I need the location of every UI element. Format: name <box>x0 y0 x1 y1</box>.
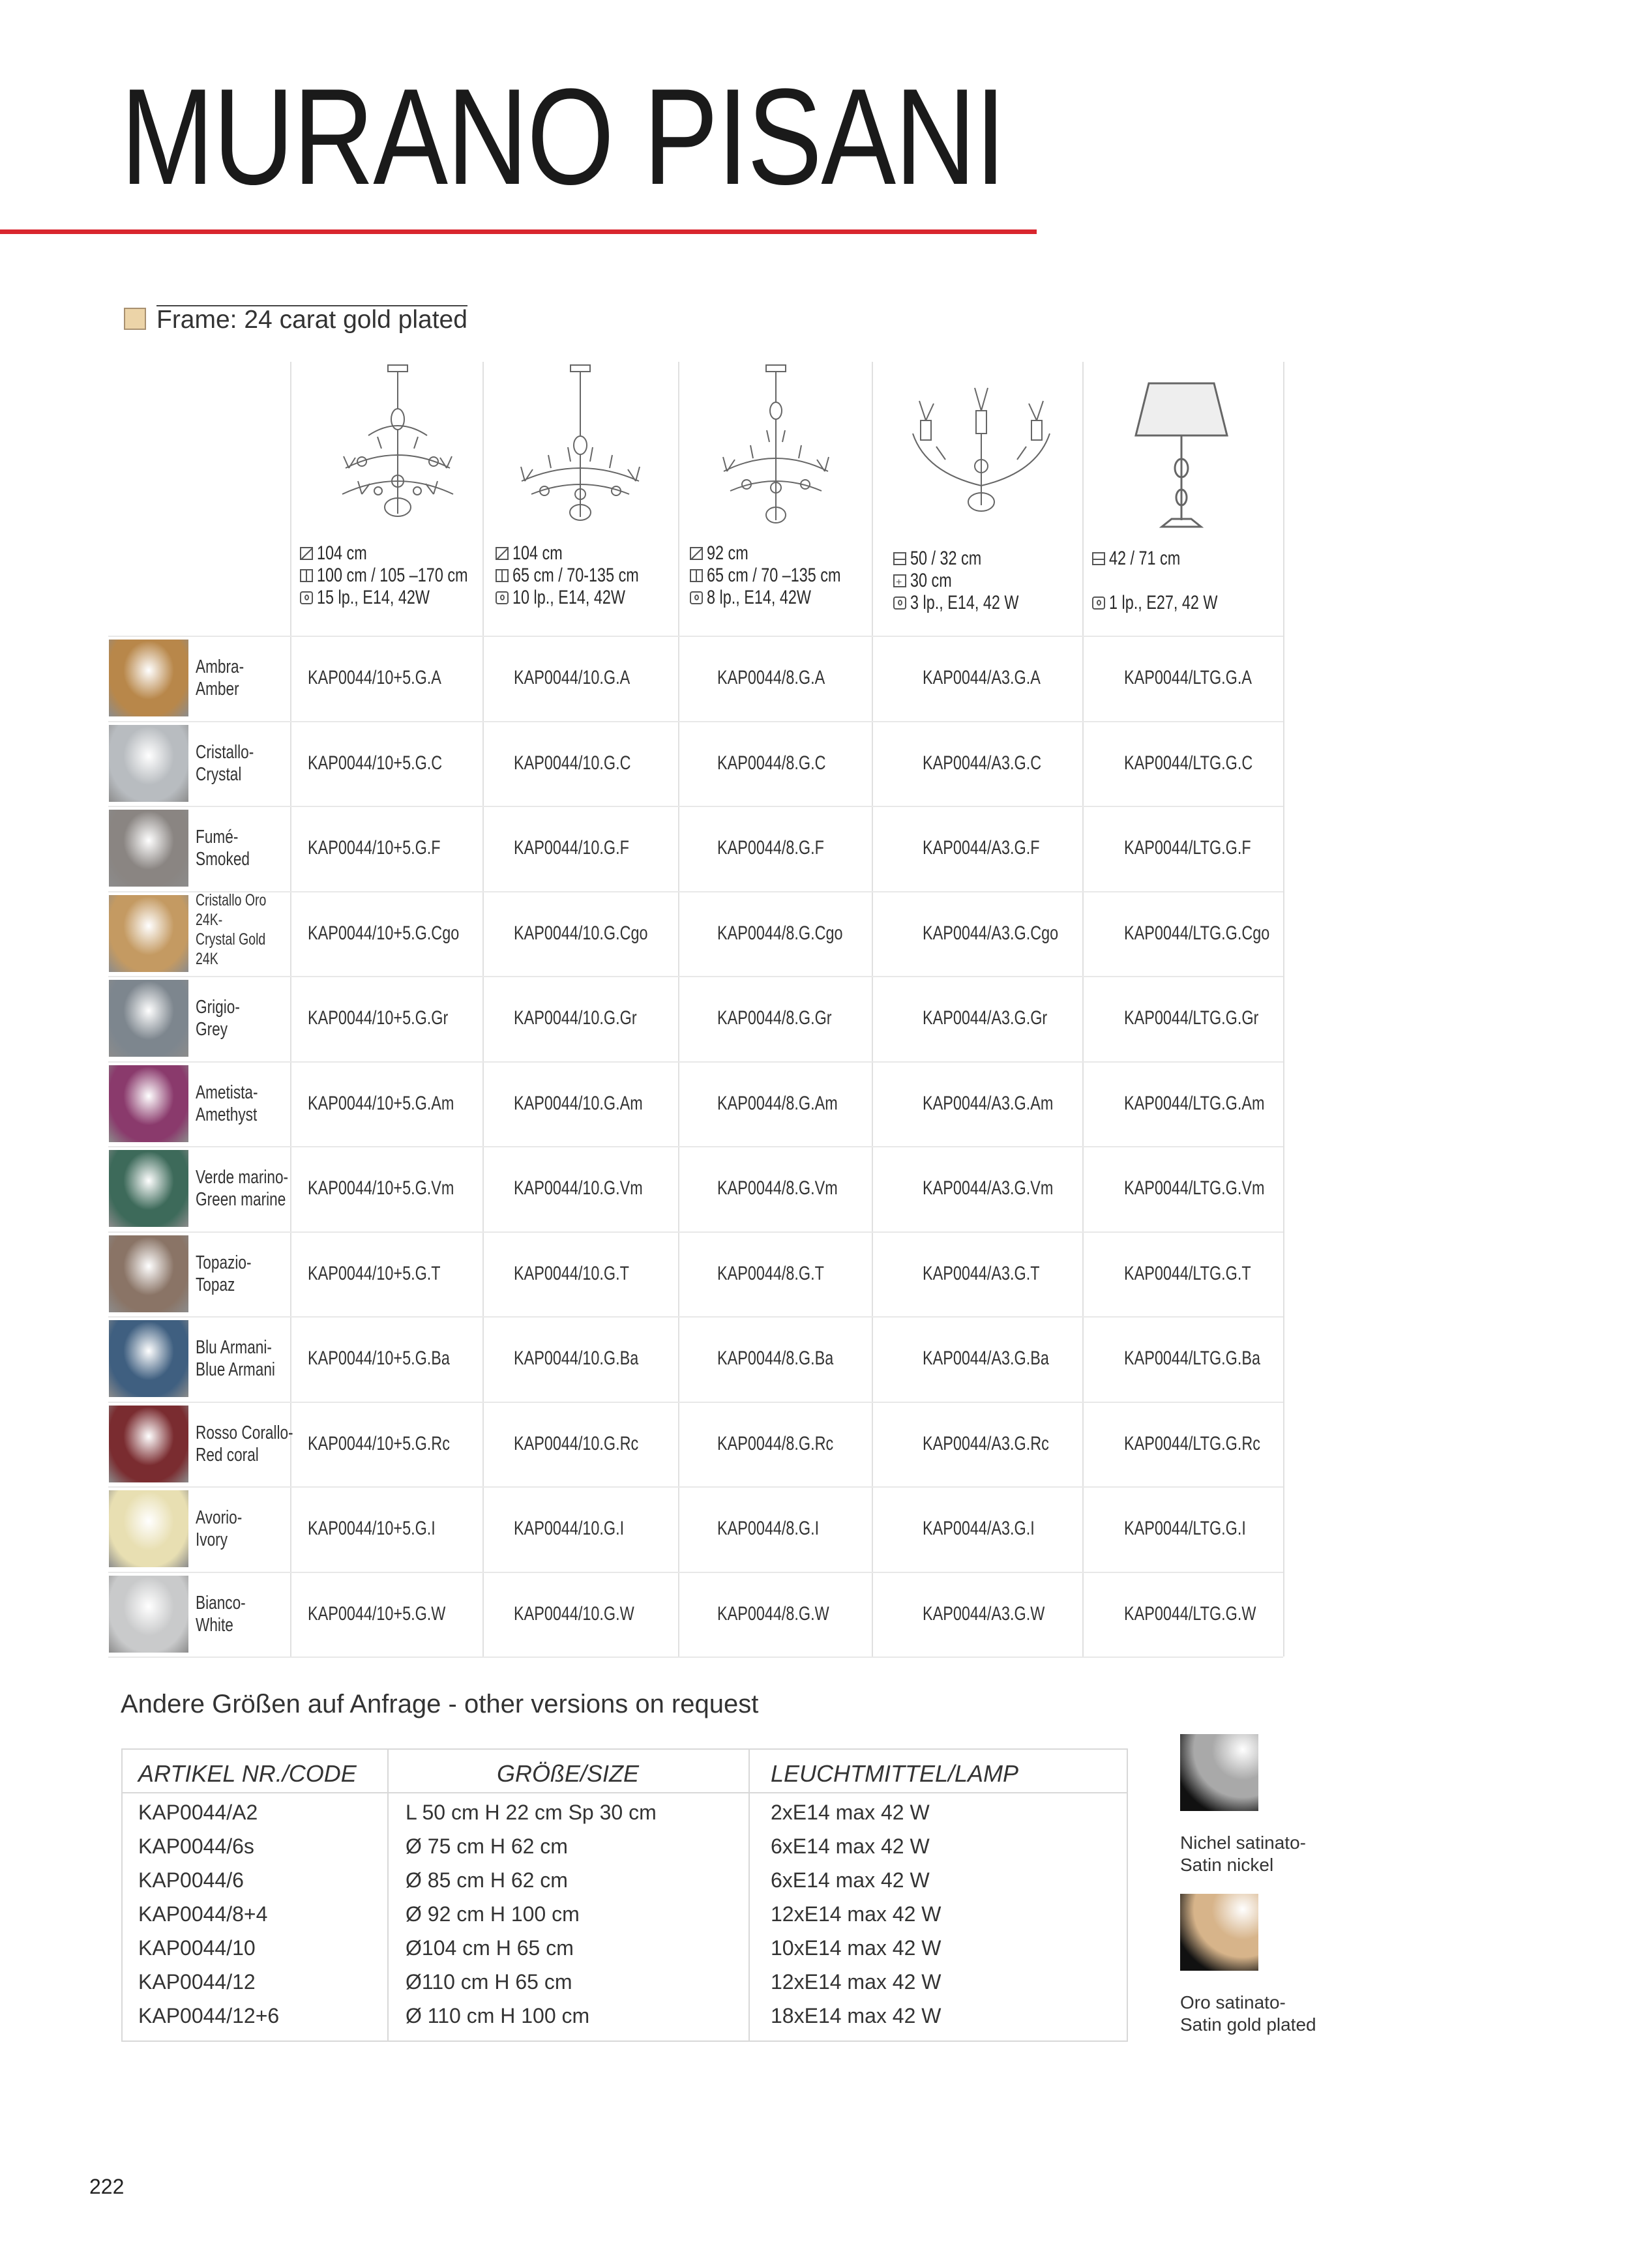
size-code: KAP0044/6 <box>138 1868 244 1892</box>
product-code <box>514 922 686 945</box>
size-code: KAP0044/8+4 <box>138 1902 268 1926</box>
color-name-line: Topaz <box>196 1274 235 1295</box>
size-code: KAP0044/10 <box>138 1936 256 1960</box>
finish-label-line: Oro satinato- <box>1180 1992 1286 2012</box>
product-code <box>1124 1348 1299 1370</box>
size-lamp: 6xE14 max 42 W <box>771 1834 930 1858</box>
frame-color-swatch <box>124 308 146 330</box>
finish-label-line: Satin nickel <box>1180 1855 1274 1875</box>
product-code <box>1124 1518 1281 1540</box>
product-code-text: KAP0044/LTG.G.I <box>1124 1518 1246 1540</box>
sizes-header-code: ARTIKEL NR./CODE <box>138 1760 357 1787</box>
finish-label <box>1180 1992 1316 2036</box>
spec-size: 42 / 71 cm <box>1109 548 1181 569</box>
size-lamp: 6xE14 max 42 W <box>771 1868 930 1892</box>
glass-color-swatch <box>109 1150 188 1227</box>
color-name-line: Cristallo- <box>196 741 254 763</box>
product-code <box>514 1263 662 1285</box>
product-code-text: KAP0044/10.G.C <box>514 752 631 774</box>
glass-color-name <box>196 826 265 870</box>
spec-lamps: 10 lp., E14, 42W <box>512 587 626 608</box>
product-code-text: KAP0044/8.G.A <box>717 667 825 689</box>
product-code <box>717 1263 854 1285</box>
spec-depth: 30 cm <box>910 570 952 591</box>
product-code <box>1124 752 1289 774</box>
spec-height: 65 cm / 70 –135 cm <box>707 565 841 586</box>
product-code-text: KAP0044/8.G.Vm <box>717 1177 838 1200</box>
product-code-text: KAP0044/LTG.G.F <box>1124 837 1251 859</box>
product-code <box>717 1093 872 1115</box>
product-code-text: KAP0044/A3.G.I <box>923 1518 1035 1540</box>
product-code-text: KAP0044/10+5.G.Gr <box>308 1007 449 1029</box>
spec-line <box>496 565 674 587</box>
glass-color-swatch <box>109 895 188 972</box>
spec-line <box>496 542 674 565</box>
product-code-text: KAP0044/8.G.Am <box>717 1092 838 1114</box>
glass-color-swatch <box>109 1065 188 1142</box>
spec-lamps: 1 lp., E27, 42 W <box>1109 592 1218 613</box>
spec-line <box>690 542 878 565</box>
sizes-table <box>121 1748 1128 2042</box>
grid-column-divider <box>678 362 679 1657</box>
glass-color-name <box>196 1082 275 1126</box>
glass-color-swatch <box>109 1576 188 1653</box>
product-code-text: KAP0044/8.G.C <box>717 752 826 774</box>
product-code <box>308 1177 496 1200</box>
size-dimensions: Ø104 cm H 65 cm <box>406 1936 574 1960</box>
product-code <box>308 752 480 774</box>
color-name-line: Green marine <box>196 1189 286 1211</box>
color-name-line: Ambra- <box>196 656 244 678</box>
product-code <box>308 1433 490 1455</box>
color-name-line: Grigio- <box>196 997 240 1018</box>
product-code <box>717 1007 864 1029</box>
spec-diameter: 104 cm <box>512 542 563 564</box>
product-code <box>308 1348 490 1370</box>
dimensions-icon <box>1092 552 1105 565</box>
product-code <box>514 1177 679 1200</box>
bulb-icon <box>300 591 313 604</box>
product-code-text: KAP0044/10+5.G.Rc <box>308 1432 450 1454</box>
product-spec <box>690 542 878 609</box>
color-name-line: Cristallo Oro <box>196 891 267 909</box>
grid-column-divider <box>1082 362 1084 1657</box>
product-code <box>308 667 479 689</box>
spec-line <box>1092 592 1248 614</box>
product-code <box>923 1433 1084 1455</box>
product-code-text: KAP0044/A3.G.Vm <box>923 1177 1054 1200</box>
spec-lamps: 3 lp., E14, 42 W <box>910 592 1019 613</box>
product-code-text: KAP0044/A3.G.Cgo <box>923 922 1059 944</box>
diameter-icon <box>496 547 509 560</box>
product-code <box>923 1177 1090 1200</box>
product-code <box>308 1263 478 1285</box>
height-icon <box>496 569 509 582</box>
finish-label <box>1180 1832 1306 1876</box>
spec-line <box>893 570 1049 592</box>
spec-diameter: 104 cm <box>317 542 367 564</box>
color-name-line: Avorio- <box>196 1507 243 1529</box>
product-code-text: KAP0044/8.G.Cgo <box>717 922 843 944</box>
product-code-text: KAP0044/10+5.G.Am <box>308 1092 454 1114</box>
dimensions-icon <box>893 552 906 565</box>
product-code-text: KAP0044/A3.G.W <box>923 1602 1045 1625</box>
product-code <box>514 1518 655 1540</box>
product-code-text: KAP0044/10+5.G.W <box>308 1602 446 1625</box>
glass-color-name <box>196 741 270 786</box>
size-code: KAP0044/12 <box>138 1970 256 1994</box>
grid-row-divider <box>108 1061 1283 1063</box>
grid-row-divider <box>108 1657 1283 1658</box>
spec-line <box>300 542 511 565</box>
product-code <box>717 1348 867 1370</box>
product-code-text: KAP0044/LTG.G.Am <box>1124 1092 1265 1114</box>
product-code-text: KAP0044/A3.G.Rc <box>923 1432 1049 1454</box>
spec-line <box>893 548 1049 570</box>
height-icon <box>690 569 703 582</box>
spec-line <box>300 565 511 587</box>
product-code-text: KAP0044/A3.G.C <box>923 752 1042 774</box>
chandelier-10-light-icon <box>505 364 655 537</box>
product-code-text: KAP0044/8.G.Rc <box>717 1432 834 1454</box>
spec-line <box>690 565 878 587</box>
product-code <box>1124 1603 1294 1625</box>
product-code <box>514 1433 674 1455</box>
bulb-icon <box>1092 596 1105 610</box>
color-name-line: Ametista- <box>196 1082 258 1103</box>
product-code <box>923 667 1074 689</box>
product-code <box>717 667 855 689</box>
spec-line <box>690 587 878 609</box>
color-name-line: Rosso Corallo- <box>196 1422 293 1443</box>
product-code <box>923 1518 1066 1540</box>
glass-color-name <box>196 1336 297 1381</box>
product-code <box>1124 837 1287 859</box>
product-code-text: KAP0044/10+5.G.Ba <box>308 1348 450 1370</box>
spec-line <box>1092 548 1248 570</box>
spec-lamps: 15 lp., E14, 42W <box>317 587 430 608</box>
color-name-line: Amethyst <box>196 1104 258 1125</box>
product-code <box>514 1007 672 1029</box>
glass-color-swatch <box>109 1490 188 1567</box>
color-name-line: Bianco- <box>196 1592 246 1613</box>
product-code-text: KAP0044/10.G.F <box>514 837 629 859</box>
grid-row-divider <box>108 1231 1283 1233</box>
product-code-text: KAP0044/8.G.F <box>717 837 824 859</box>
grid-row-divider <box>108 1146 1283 1147</box>
product-code <box>1124 1177 1304 1200</box>
product-code <box>1124 922 1311 945</box>
color-name-line: Smoked <box>196 849 250 870</box>
sizes-header-lamp: LEUCHTMITTEL/LAMP <box>771 1760 1019 1787</box>
color-name-line: 24K- <box>196 910 223 929</box>
grid-row-divider <box>108 1572 1283 1573</box>
color-name-line: 24K <box>196 949 218 968</box>
product-code-text: KAP0044/LTG.G.Gr <box>1124 1007 1259 1029</box>
sizes-header-size: GRÖßE/SIZE <box>497 1760 640 1787</box>
product-code-text: KAP0044/LTG.G.T <box>1124 1262 1251 1284</box>
product-code-text: KAP0044/8.G.Gr <box>717 1007 832 1029</box>
grid-row-divider <box>108 1402 1283 1403</box>
spec-line <box>300 587 511 609</box>
product-code <box>308 1603 484 1625</box>
product-code <box>514 1093 679 1115</box>
glass-color-swatch <box>109 980 188 1057</box>
color-name-line: Topazio- <box>196 1252 252 1273</box>
product-code <box>1124 1263 1287 1285</box>
product-code <box>1124 1007 1297 1029</box>
glass-color-name <box>196 1507 255 1551</box>
product-code <box>514 837 662 859</box>
depth-icon <box>893 574 906 587</box>
size-lamp: 10xE14 max 42 W <box>771 1936 941 1960</box>
bulb-icon <box>496 591 509 604</box>
product-code <box>514 752 664 774</box>
product-code-text: KAP0044/LTG.G.C <box>1124 752 1253 774</box>
product-code-text: KAP0044/LTG.G.Ba <box>1124 1348 1260 1370</box>
product-code-text: KAP0044/10+5.G.F <box>308 837 441 859</box>
grid-row-divider <box>108 1316 1283 1318</box>
product-code-text: KAP0044/8.G.I <box>717 1518 820 1540</box>
title-divider <box>0 229 1037 234</box>
chandelier-8-light-icon <box>701 364 851 537</box>
glass-color-name <box>196 1166 314 1211</box>
spec-lamps: 8 lp., E14, 42W <box>707 587 811 608</box>
product-code-text: KAP0044/10.G.Ba <box>514 1348 639 1370</box>
product-code-text: KAP0044/8.G.Ba <box>717 1348 834 1370</box>
product-spec <box>300 542 511 609</box>
product-code <box>308 837 478 859</box>
product-code-text: KAP0044/10.G.I <box>514 1518 625 1540</box>
product-code <box>717 1603 861 1625</box>
product-code <box>514 667 663 689</box>
spec-height: 65 cm / 70-135 cm <box>512 565 639 586</box>
product-code-text: KAP0044/LTG.G.Rc <box>1124 1432 1260 1454</box>
glass-color-swatch <box>109 640 188 716</box>
product-code-text: KAP0044/A3.G.Gr <box>923 1007 1048 1029</box>
product-spec <box>893 548 1049 614</box>
product-spec <box>496 542 674 609</box>
color-name-line: Fumé- <box>196 827 239 848</box>
product-code-text: KAP0044/A3.G.A <box>923 667 1041 689</box>
glass-color-swatch <box>109 1320 188 1397</box>
finish-swatch <box>1180 1894 1258 1971</box>
product-code <box>308 1007 488 1029</box>
product-code <box>514 1348 674 1370</box>
other-versions-title: Andere Größen auf Anfrage - other versions on request <box>121 1690 759 1718</box>
product-code <box>717 1518 848 1540</box>
product-code-text: KAP0044/10.G.Am <box>514 1092 643 1114</box>
bulb-icon <box>690 591 703 604</box>
product-code <box>923 1263 1073 1285</box>
glass-color-swatch <box>109 1235 188 1312</box>
product-code <box>923 1093 1090 1115</box>
glass-color-name <box>196 996 252 1040</box>
color-name-line: Red coral <box>196 1444 259 1465</box>
color-name-line: Crystal <box>196 763 242 785</box>
product-code <box>1124 1093 1304 1115</box>
color-name-line: Amber <box>196 679 239 700</box>
size-dimensions: L 50 cm H 22 cm Sp 30 cm <box>406 1801 657 1824</box>
grid-row-divider <box>108 1486 1283 1488</box>
height-icon <box>300 569 313 582</box>
color-name-line: Blue Armani <box>196 1359 275 1381</box>
product-code-text: KAP0044/8.G.T <box>717 1262 824 1284</box>
color-name-line: Ivory <box>196 1529 228 1551</box>
product-code <box>923 837 1073 859</box>
product-code <box>717 837 854 859</box>
size-dimensions: Ø 92 cm H 100 cm <box>406 1902 580 1926</box>
size-lamp: 12xE14 max 42 W <box>771 1902 941 1926</box>
page-title: MURANO PISANI <box>121 60 1005 213</box>
grid-row-divider <box>108 806 1283 807</box>
product-code-text: KAP0044/A3.G.F <box>923 837 1040 859</box>
grid-row-divider <box>108 976 1283 977</box>
product-code <box>1124 1433 1299 1455</box>
grid-row-divider <box>108 636 1283 637</box>
page-number: 222 <box>89 2175 125 2198</box>
size-code: KAP0044/A2 <box>138 1801 258 1824</box>
glass-color-swatch <box>109 810 188 887</box>
size-dimensions: Ø 85 cm H 62 cm <box>406 1868 568 1892</box>
product-code <box>923 922 1097 945</box>
product-code <box>923 752 1074 774</box>
size-lamp: 2xE14 max 42 W <box>771 1801 930 1824</box>
wall-lamp-3-light-icon <box>900 375 1063 522</box>
spec-height: 100 cm / 105 –170 cm <box>317 565 468 586</box>
spec-line <box>1092 570 1248 592</box>
size-lamp: 18xE14 max 42 W <box>771 2004 941 2027</box>
spec-diameter: 92 cm <box>707 542 748 564</box>
glass-color-name <box>196 1252 267 1296</box>
glass-color-name <box>196 656 258 700</box>
product-code-text: KAP0044/10.G.W <box>514 1602 634 1625</box>
color-name-line: Blu Armani- <box>196 1337 272 1359</box>
size-dimensions: Ø 75 cm H 62 cm <box>406 1834 568 1858</box>
product-code <box>308 1518 471 1540</box>
diameter-icon <box>690 547 703 560</box>
size-code: KAP0044/12+6 <box>138 2004 280 2027</box>
product-code <box>308 1093 496 1115</box>
product-code-text: KAP0044/10.G.Rc <box>514 1432 639 1454</box>
product-code <box>308 922 502 945</box>
product-code-text: KAP0044/10+5.G.I <box>308 1518 436 1540</box>
product-code-text: KAP0044/LTG.G.Cgo <box>1124 922 1270 944</box>
glass-color-name <box>196 1422 321 1466</box>
product-code <box>717 922 878 945</box>
color-name-line: Crystal Gold <box>196 930 266 949</box>
product-code-text: KAP0044/LTG.G.A <box>1124 667 1252 689</box>
product-code-text: KAP0044/10.G.Vm <box>514 1177 643 1200</box>
glass-color-swatch <box>109 725 188 802</box>
product-code-text: KAP0044/10.G.Cgo <box>514 922 648 944</box>
product-code-text: KAP0044/10+5.G.C <box>308 752 443 774</box>
glass-color-name <box>196 891 286 969</box>
product-code-text: KAP0044/10.G.T <box>514 1262 629 1284</box>
product-code-text: KAP0044/LTG.G.W <box>1124 1602 1256 1625</box>
product-code-text: KAP0044/10+5.G.A <box>308 667 441 689</box>
size-code: KAP0044/6s <box>138 1834 254 1858</box>
grid-row-divider <box>108 721 1283 722</box>
product-code <box>923 1007 1082 1029</box>
finish-label-line: Satin gold plated <box>1180 2014 1316 2035</box>
product-code <box>717 1177 872 1200</box>
glass-color-name <box>196 1592 259 1636</box>
chandelier-15-light-icon <box>323 364 473 537</box>
product-code <box>1124 667 1288 689</box>
spec-line <box>893 592 1049 614</box>
product-code-text: KAP0044/LTG.G.Vm <box>1124 1177 1265 1200</box>
frame-label: Frame: 24 carat gold plated <box>156 306 467 334</box>
color-name-line: Verde marino- <box>196 1167 289 1188</box>
product-code <box>923 1603 1079 1625</box>
product-code-text: KAP0044/10+5.G.Vm <box>308 1177 454 1200</box>
product-code <box>717 1433 866 1455</box>
finish-label-line: Nichel satinato- <box>1180 1833 1306 1853</box>
glass-color-swatch <box>109 1406 188 1482</box>
product-code-text: KAP0044/10.G.Gr <box>514 1007 637 1029</box>
product-code-text: KAP0044/8.G.W <box>717 1602 829 1625</box>
product-code <box>717 752 856 774</box>
spec-size: 50 / 32 cm <box>910 548 982 569</box>
finish-swatch <box>1180 1734 1258 1811</box>
product-code-text: KAP0044/A3.G.Am <box>923 1092 1054 1114</box>
color-name-line: White <box>196 1614 233 1636</box>
spec-line <box>496 587 674 609</box>
product-code-text: KAP0044/10.G.A <box>514 667 630 689</box>
size-dimensions: Ø 110 cm H 100 cm <box>406 2004 590 2027</box>
product-code <box>514 1603 668 1625</box>
product-code-text: KAP0044/A3.G.T <box>923 1262 1040 1284</box>
product-code-text: KAP0044/10+5.G.T <box>308 1262 441 1284</box>
product-spec <box>1092 548 1248 614</box>
diameter-icon <box>300 547 313 560</box>
size-dimensions: Ø110 cm H 65 cm <box>406 1970 572 1994</box>
bulb-icon <box>893 596 906 610</box>
product-code <box>923 1348 1085 1370</box>
table-lamp-icon <box>1123 370 1240 537</box>
product-code-text: KAP0044/10+5.G.Cgo <box>308 922 460 944</box>
product-code-text: KAP0044/A3.G.Ba <box>923 1348 1049 1370</box>
size-lamp: 12xE14 max 42 W <box>771 1970 941 1994</box>
color-name-line: Grey <box>196 1019 228 1040</box>
